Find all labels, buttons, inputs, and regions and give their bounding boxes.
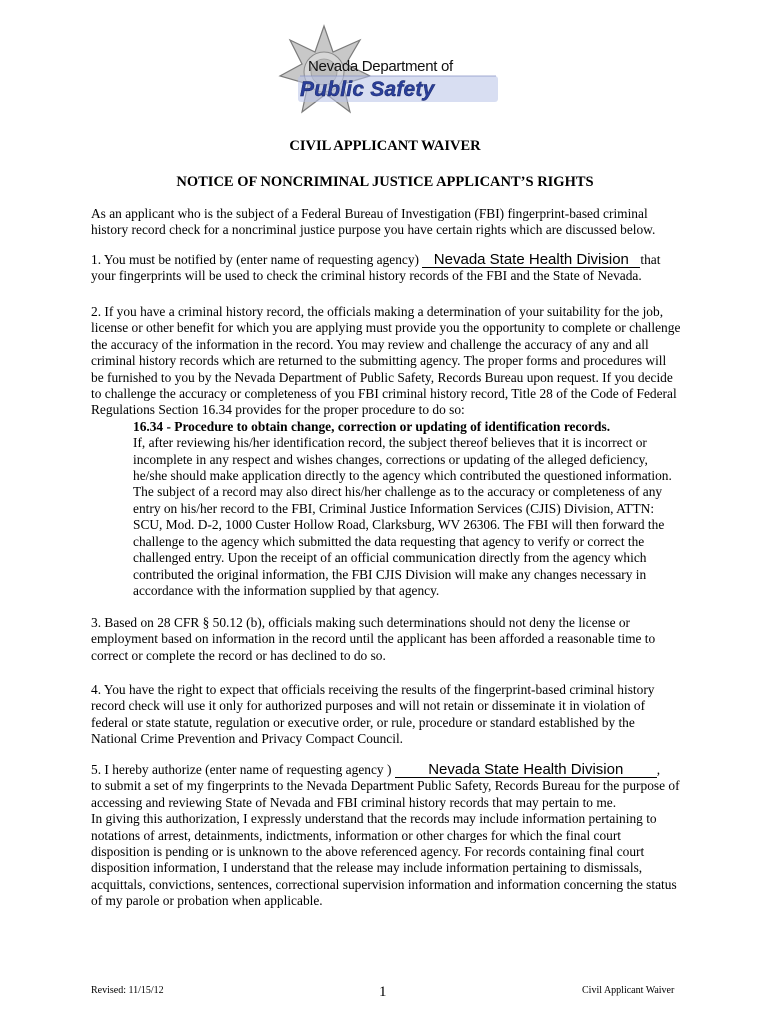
item-1: [91, 252, 681, 285]
item-4: [91, 682, 681, 748]
section-16-34-heading: 16.34 - Procedure to obtain change, correction or updating of identification records.: [133, 418, 611, 434]
page-subtitle: NOTICE OF NONCRIMINAL JUSTICE APPLICANT’S RIGHTS: [176, 174, 594, 190]
item4-text: 4. You have the right to expect that officials receiving the results of the fingerprint-based criminal history record check will use it only for authorized purposes and will not retain or disseminate it in violation of federal or state statute, regulation or executive order, or rule, procedure or standard established by the National Crime Prevention and Privacy Compact Council.: [91, 682, 655, 747]
item5-authorization-text: In giving this authorization, I expressly understand that the records may include information pertaining to notations of arrest, detainments, indictments, information or other charges for which the final court disposition is pending or is unknown to the above referenced agency. For records containing final court disposition information, I understand that the release may include information pertaining to dismissals, acquittals, convictions, sentences, correctional supervision information and information concerning the status of my parole or probation when applicable.: [91, 811, 677, 909]
intro-text: As an applicant who is the subject of a Federal Bureau of Investigation (FBI) fingerprint-based criminal history record check for a noncriminal justice purpose you have certain rights which are discussed below.: [91, 206, 656, 238]
item-2: [91, 304, 681, 599]
logo-text-public-safety: Public Safety: [300, 78, 435, 101]
item5-text: to submit a set of my fingerprints to the Nevada Department Public Safety, Records Bureau for the purpose of accessing and reviewing State of Nevada and FBI criminal history records that may pertain to me.: [91, 778, 680, 810]
agency-name-field-2[interactable]: Nevada State Health Division: [395, 762, 657, 778]
item-5: [91, 762, 681, 910]
item5-comma: ,: [656, 762, 661, 777]
item5-prefix: 5. I hereby authorize (enter name of requesting agency ): [91, 762, 392, 777]
intro-paragraph: [91, 206, 681, 239]
revised-date: Revised: 11/15/12: [91, 985, 164, 996]
agency-name-field-1[interactable]: Nevada State Health Division: [422, 252, 640, 268]
item2-text: 2. If you have a criminal history record, the officials making a determination of your suitability for the job, license or other benefit for which you are applying must provide you the opportunity to complete or challenge the accuracy of the information in the record. You may review and challenge the accuracy of any and all criminal history records which are returned to the submitting agency. The proper forms and procedures will be furnished to you by the Nevada Department of Public Safety, Records Bureau upon request. If you decide to challenge the accuracy or completeness of you FBI criminal history record, Title 28 of the Code of Federal Regulations Section 16.34 provides for the proper procedure to do so:: [91, 304, 681, 418]
page-title: CIVIL APPLICANT WAIVER: [289, 138, 481, 154]
item3-text: 3. Based on 28 CFR § 50.12 (b), officials making such determinations should not deny the license or employment based on information in the record until the applicant has been afforded a reasonable time to correct or complete the record or has declined to do so.: [91, 615, 656, 663]
logo-text-department: Nevada Department of: [308, 58, 453, 75]
page-number: 1: [379, 984, 387, 1000]
footer-form-name: Civil Applicant Waiver: [582, 985, 675, 996]
item1-prefix: 1. You must be notified by (enter name of requesting agency): [91, 252, 419, 267]
item1-suffix: that your fingerprints will be used to check the criminal history records of the FBI and the State of Nevada.: [91, 252, 661, 284]
section-16-34-text: If, after reviewing his/her identification record, the subject thereof believes that it is incorrect or incomplete in any respect and wishes changes, corrections or updating of the alleged deficiency, he/she should make application directly to the agency which contributed the questioned information. The subject of a record may also direct his/her challenge as to the accuracy or completeness of any entry on his/her record to the FBI, Criminal Justice Information Services (CJIS) Division, ATTN: SCU, Mod. D-2, 1000 Custer Hollow Road, Clarksburg, WV 26306. The FBI will then forward the challenge to the agency which submitted the data requesting that agency to verify or correct the challenged entry. Upon the receipt of an official communication directly from the agency which contributed the original information, the FBI CJIS Division will make any changes necessary in accordance with the information supplied by that agency.: [133, 435, 672, 598]
item-3: [91, 615, 681, 664]
